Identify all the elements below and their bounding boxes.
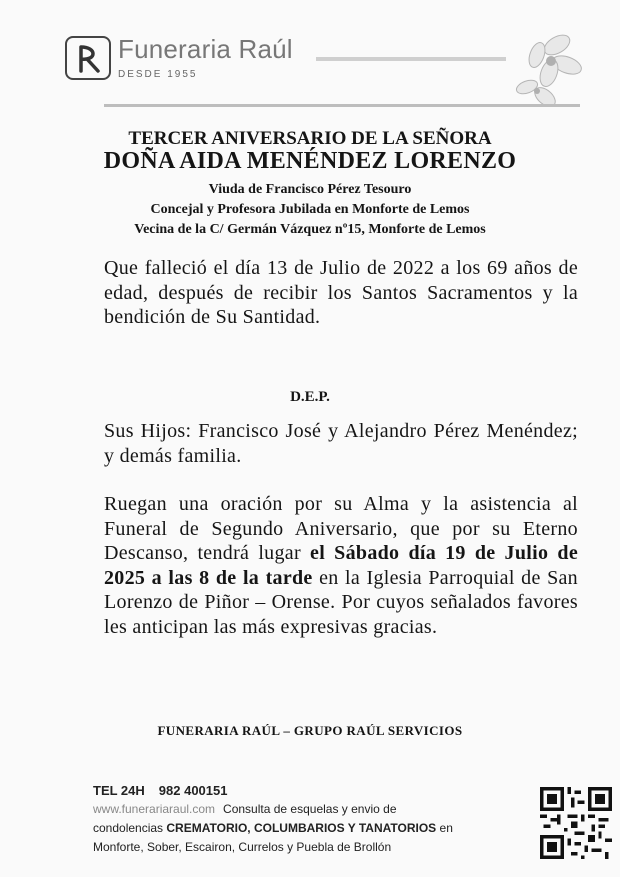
organization-footer: FUNERARIA RAÚL – GRUPO RAÚL SERVICIOS (157, 723, 463, 738)
contact-services: CREMATORIO, COLUMBARIOS Y TANATORIOS (166, 821, 437, 835)
funeraria-logo-icon (65, 36, 111, 80)
contact-locations: Monforte, Sober, Escairon, Currelos y Puebla de Brollón (93, 840, 392, 854)
website-link[interactable]: www.funerariaraul.com (93, 802, 216, 816)
ceremony-text-end: en la Iglesia Parroquial de San Lorenzo de Piñor – Orense. Por cuyos señalados favores les anticipan las más expresivas gracias. (104, 566, 578, 638)
family-paragraph: Sus Hijos: Francisco José y Alejandro Pérez Menéndez; y demás familia. (104, 420, 578, 467)
notice-line-profession: Concejal y Profesora Jubilada en Monforte de Lemos (150, 202, 470, 217)
top-divider (104, 104, 580, 107)
brand-since: DESDE 1955 (118, 69, 198, 80)
contact-block (93, 781, 513, 857)
qr-code-icon[interactable] (540, 787, 612, 859)
deceased-name: DOÑA AIDA MENÉNDEZ LORENZO (103, 148, 517, 174)
flower-icon (505, 25, 587, 115)
contact-text-1: Consulta de esquelas y envio de (223, 802, 397, 816)
telephone-label: TEL 24H (93, 783, 145, 798)
telephone-row (93, 781, 513, 800)
ceremony-text-start: Ruegan una oración por su Alma y la asistencia al Funeral de Segundo Aniversario, que por su Eterno Descanso, tendrá lugar (104, 493, 578, 564)
notice-line-widow: Viuda de Francisco Pérez Tesouro (208, 182, 412, 197)
contact-text-2b: en (436, 821, 453, 835)
header-rule (316, 57, 506, 61)
ceremony-paragraph (104, 492, 578, 639)
notice-heading: TERCER ANIVERSARIO DE LA SEÑORA (128, 128, 492, 149)
brand-name: Funeraria Raúl (118, 34, 293, 64)
telephone-number[interactable]: 982 400151 (158, 783, 228, 798)
ceremony-date: el Sábado día 19 de Julio de 2025 a las 8 de la tarde (104, 542, 578, 589)
notice-line-address: Vecina de la C/ Germán Vázquez nº15, Monforte de Lemos (134, 222, 486, 237)
contact-text-2a: condolencias (93, 821, 167, 835)
death-paragraph: Que falleció el día 13 de Julio de 2022 a los 69 años de edad, después de recibir los Santos Sacramentos y la bendición de Su Santidad. (104, 257, 578, 328)
dep-label: D.E.P. (290, 389, 330, 405)
